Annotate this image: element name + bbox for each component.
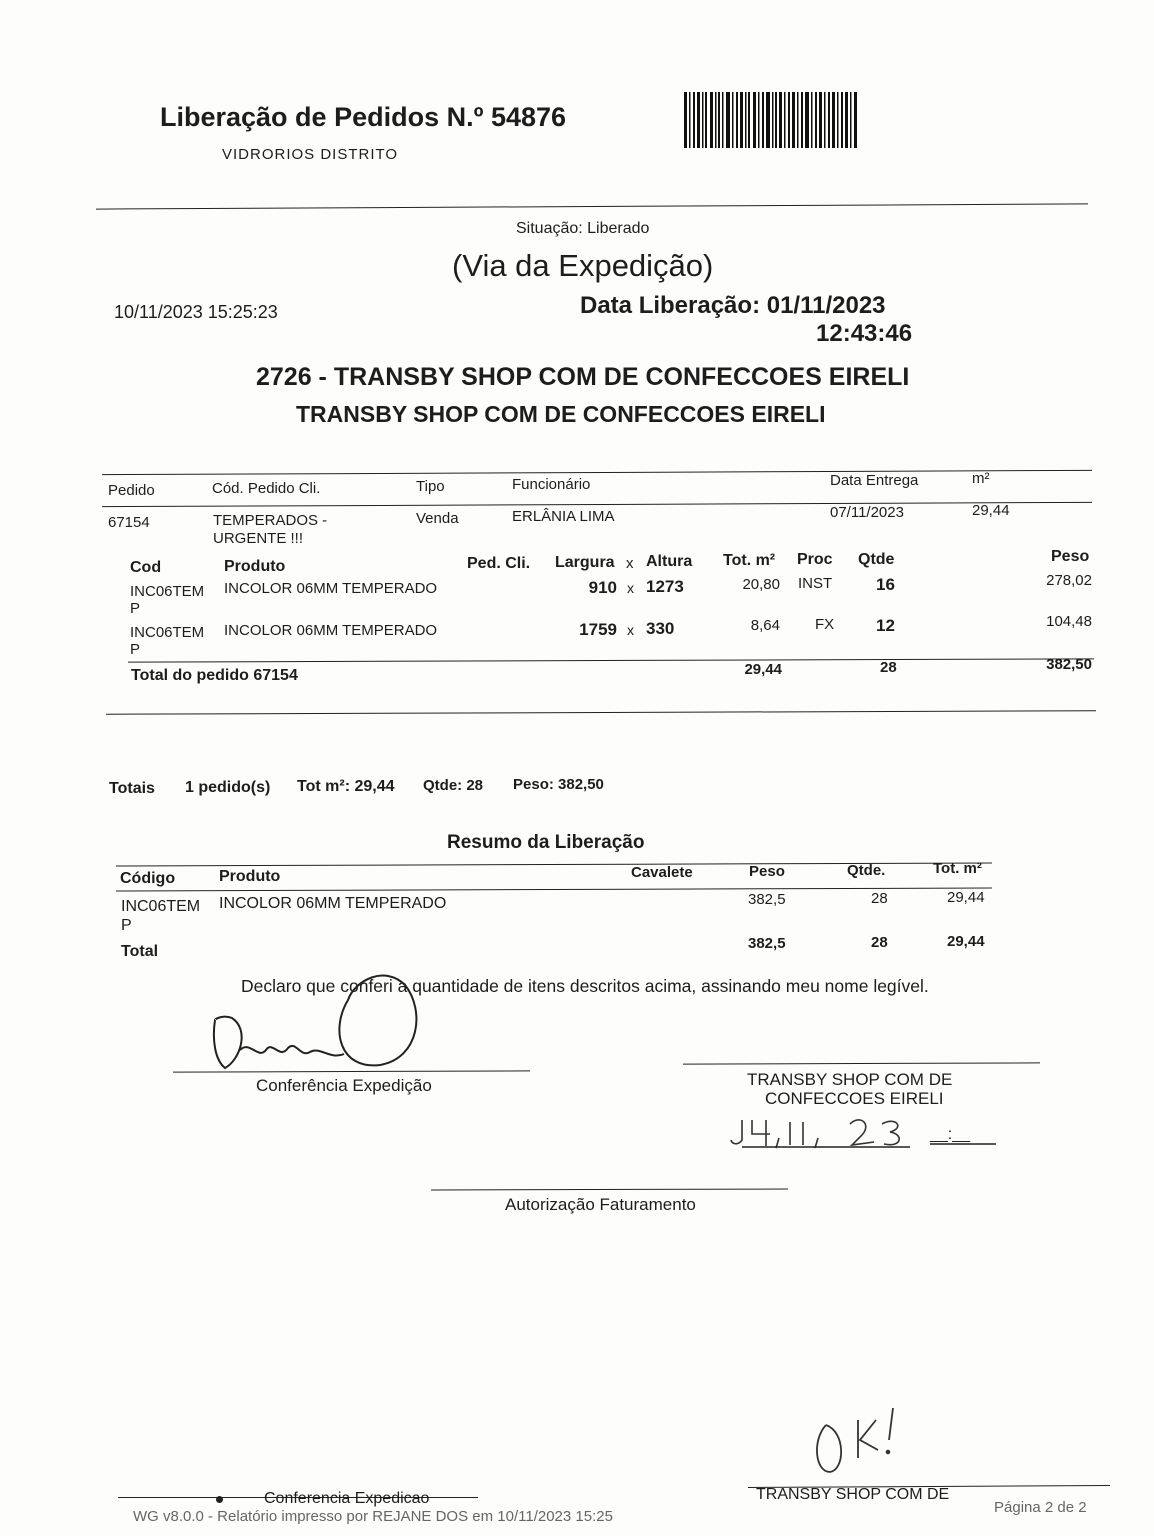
item-qtde: 12 xyxy=(876,616,895,635)
company-name: VIDRORIOS DISTRITO xyxy=(222,146,399,163)
summary-total-qtde: 28 xyxy=(871,934,888,951)
item-cod-cont: P xyxy=(130,641,141,658)
item-x: x xyxy=(627,622,634,638)
summary-total-label: Total xyxy=(121,943,159,960)
order-total-qtde: 28 xyxy=(880,659,897,676)
item-tot-m2: 20,80 xyxy=(742,576,780,593)
item-peso: 104,48 xyxy=(1046,613,1092,630)
item-col-altura: Altura xyxy=(646,553,693,570)
company-signature-label-2: CONFECCOES EIRELI xyxy=(765,1089,944,1108)
item-proc: INST xyxy=(798,575,833,592)
item-largura: 910 xyxy=(588,578,617,597)
totals-peso: Peso: 382,50 xyxy=(513,776,604,793)
summary-codigo: INC06TEM xyxy=(121,898,201,915)
item-col-largura: Largura xyxy=(555,554,615,571)
item-qtde: 16 xyxy=(876,575,895,594)
autorizacao-label: Autorização Faturamento xyxy=(505,1195,696,1214)
summary-title: Resumo da Liberação xyxy=(447,832,645,853)
footer-conferencia: Conferencia Expedicao xyxy=(264,1490,430,1507)
item-col-tot-m2: Tot. m² xyxy=(723,552,776,569)
item-altura: 1273 xyxy=(646,577,684,596)
item-altura: 330 xyxy=(646,619,675,638)
item-col-peso: Peso xyxy=(1051,548,1090,565)
time-blank: __:__ xyxy=(930,1126,971,1143)
item-cod: INC06TEM xyxy=(130,624,205,641)
footer-printed-by: WG v8.0.0 - Relatório impresso por REJANE DOS em 10/11/2023 15:25 xyxy=(133,1508,613,1525)
item-proc: FX xyxy=(815,616,835,633)
totals-m2: Tot m²: 29,44 xyxy=(297,778,395,795)
order-m2: 29,44 xyxy=(972,502,1010,519)
summary-col-tot-m2: Tot. m² xyxy=(933,860,982,877)
order-total-label: Total do pedido 67154 xyxy=(131,667,298,684)
summary-qtde: 28 xyxy=(871,890,888,907)
col-data-entrega: Data Entrega xyxy=(830,472,919,489)
footer-company: TRANSBY SHOP COM DE xyxy=(756,1486,950,1503)
item-tot-m2: 8,64 xyxy=(750,617,780,634)
client-title: 2726 - TRANSBY SHOP COM DE CONFECCOES EIRELI xyxy=(256,363,910,391)
item-col-ped-cli: Ped. Cli. xyxy=(467,555,531,572)
document-title: Liberação de Pedidos N.º 54876 xyxy=(160,102,567,132)
summary-peso: 382,5 xyxy=(748,891,786,908)
release-date: Data Liberação: 01/11/2023 xyxy=(580,292,886,319)
order-pedido: 67154 xyxy=(108,514,150,531)
summary-total-peso: 382,5 xyxy=(748,935,786,952)
status-text: Situação: Liberado xyxy=(516,220,650,237)
item-cod-cont: P xyxy=(130,600,141,617)
col-tipo: Tipo xyxy=(416,478,445,495)
summary-col-produto: Produto xyxy=(219,868,281,885)
signature-scribble xyxy=(214,976,417,1068)
via-title: (Via da Expedição) xyxy=(452,248,714,283)
date-underlines xyxy=(742,1144,996,1147)
totals-pedidos: 1 pedido(s) xyxy=(185,779,271,796)
declaration-text: Declaro que conferi a quantidade de itens descritos acima, assinando meu nome legível. xyxy=(241,976,929,996)
order-total-peso: 382,50 xyxy=(1046,656,1092,673)
item-col-produto: Produto xyxy=(224,558,286,575)
totals-qtde: Qtde: 28 xyxy=(423,777,484,794)
summary-produto: INCOLOR 06MM TEMPERADO xyxy=(219,895,447,912)
summary-col-codigo: Código xyxy=(120,870,176,887)
footer-page-number: Página 2 de 2 xyxy=(994,1499,1087,1516)
ok-handwritten-mark xyxy=(817,1408,893,1472)
summary-total-tot-m2: 29,44 xyxy=(947,933,985,950)
totals-label: Totais xyxy=(109,780,155,797)
item-col-x: x xyxy=(626,555,634,572)
summary-col-cavalete: Cavalete xyxy=(631,864,693,881)
handwritten-date xyxy=(731,1120,899,1148)
col-m2: m² xyxy=(972,470,990,487)
order-funcionario: ERLÂNIA LIMA xyxy=(512,508,615,525)
item-produto: INCOLOR 06MM TEMPERADO xyxy=(224,580,438,597)
item-peso: 278,02 xyxy=(1046,572,1092,589)
company-signature-label: TRANSBY SHOP COM DE xyxy=(747,1070,953,1089)
col-cod-pedido-cli: Cód. Pedido Cli. xyxy=(212,480,321,497)
order-total-m2: 29,44 xyxy=(744,661,782,678)
summary-tot-m2: 29,44 xyxy=(947,889,985,906)
summary-codigo-cont: P xyxy=(121,917,132,934)
order-cod-pedido-cli-2: URGENTE !!! xyxy=(213,530,304,547)
item-col-cod: Cod xyxy=(130,559,162,576)
order-data-entrega: 07/11/2023 xyxy=(830,504,904,521)
order-tipo: Venda xyxy=(416,510,459,527)
conferencia-label: Conferência Expedição xyxy=(256,1076,432,1095)
col-funcionario: Funcionário xyxy=(512,476,591,493)
printed-timestamp: 10/11/2023 15:25:23 xyxy=(114,302,278,322)
footer-bullet-icon xyxy=(216,1496,223,1503)
item-largura: 1759 xyxy=(579,620,617,639)
item-col-proc: Proc xyxy=(797,551,833,568)
item-col-qtde: Qtde xyxy=(858,551,895,568)
item-cod: INC06TEM xyxy=(130,583,205,600)
item-x: x xyxy=(627,580,634,596)
summary-col-qtde: Qtde. xyxy=(847,862,886,879)
order-cod-pedido-cli: TEMPERADOS - xyxy=(213,512,328,529)
col-pedido: Pedido xyxy=(108,482,155,499)
client-name: TRANSBY SHOP COM DE CONFECCOES EIRELI xyxy=(296,401,826,427)
summary-col-peso: Peso xyxy=(749,863,785,880)
release-time: 12:43:46 xyxy=(816,320,913,347)
item-produto: INCOLOR 06MM TEMPERADO xyxy=(224,622,438,639)
